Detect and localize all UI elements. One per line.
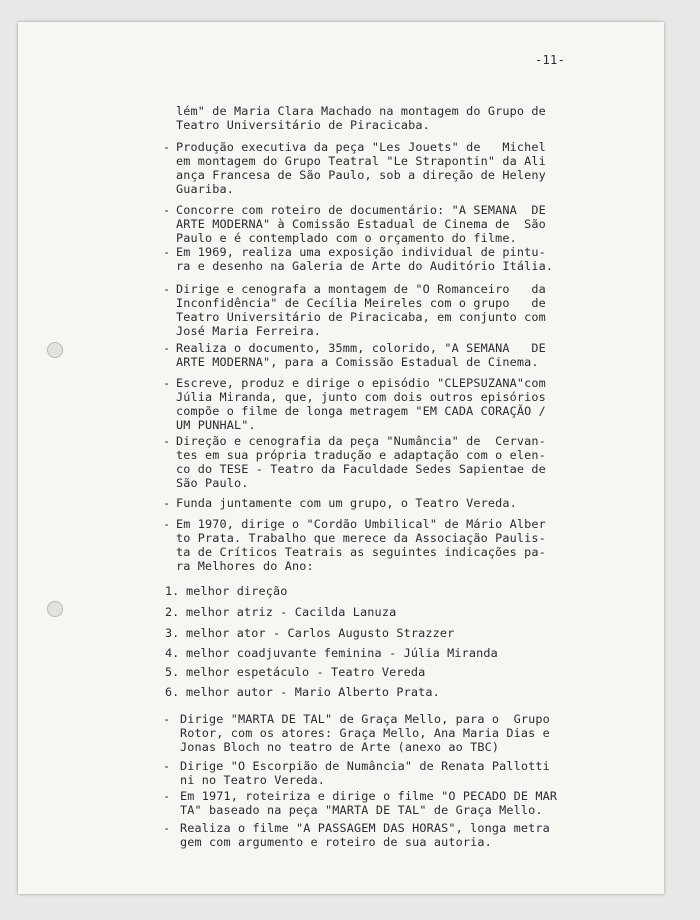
list-number: 1. [165, 584, 180, 598]
text-line: Em 1970, dirige o "Cordão Umbilical" de Mário Alber [176, 517, 546, 531]
text-line: gem com argumento e roteiro de sua autoria. [180, 835, 492, 849]
list-number: 3. [165, 626, 180, 640]
list-item-text: melhor coadjuvante feminina - Júlia Miranda [186, 646, 498, 660]
text-line: São Paulo. [176, 476, 249, 490]
list-item-text: melhor autor - Mario Alberto Prata. [186, 685, 440, 699]
text-line: lém" de Maria Clara Machado na montagem do Grupo de [176, 104, 546, 118]
bullet-dash: - [163, 282, 171, 296]
list-item-text: melhor ator - Carlos Augusto Strazzer [186, 626, 455, 640]
bullet-dash: - [163, 712, 171, 726]
text-line: em montagem do Grupo Teatral "Le Strapontin" da Ali [176, 154, 546, 168]
list-item-text: melhor espetáculo - Teatro Vereda [186, 665, 426, 679]
text-line: ra Melhores do Ano: [176, 559, 314, 573]
text-line: Realiza o documento, 35mm, colorido, "A SEMANA DE [176, 341, 546, 355]
list-item-text: melhor atriz - Cacilda Lanuza [186, 605, 397, 619]
text-line: co do TESE - Teatro da Faculdade Sedes Sapientae de [176, 462, 546, 476]
text-line: Funda juntamente com um grupo, o Teatro Vereda. [176, 496, 517, 510]
bullet-dash: - [163, 789, 171, 803]
text-line: ni no Teatro Vereda. [180, 773, 326, 787]
text-line: Direção e cenografia da peça "Numância" de Cervan- [176, 434, 546, 448]
text-line: Júlia Miranda, que, junto com dois outros episórios [176, 390, 546, 404]
text-line: Teatro Universitário de Piracicaba. [176, 118, 430, 132]
list-number: 6. [165, 685, 180, 699]
punch-hole [47, 601, 63, 617]
text-line: Em 1971, roteiriza e dirige o filme "O PECADO DE MAR [180, 789, 558, 803]
bullet-dash: - [163, 245, 171, 259]
bullet-dash: - [163, 341, 171, 355]
list-item-text: melhor direção [186, 584, 288, 598]
bullet-dash: - [163, 517, 171, 531]
text-line: ra e desenho na Galeria de Arte do Auditório Itália. [176, 259, 554, 273]
text-line: Dirige "MARTA DE TAL" de Graça Mello, para o Grupo [180, 712, 550, 726]
bullet-dash: - [163, 434, 171, 448]
punch-hole [47, 342, 63, 358]
text-line: tes em sua própria tradução e adaptação com o elen- [176, 448, 546, 462]
text-line: Inconfidência" de Cecília Meireles com o grupo de [176, 296, 546, 310]
text-line: Paulo e é contemplado com o orçamento do filme. [176, 231, 517, 245]
bullet-dash: - [163, 376, 171, 390]
text-line: José Maria Ferreira. [176, 324, 322, 338]
text-line: ta de Críticos Teatrais as seguintes indicações pa- [176, 545, 546, 559]
text-line: Dirige e cenografa a montagem de "O Romanceiro da [176, 282, 546, 296]
text-line: ARTE MODERNA" à Comissão Estadual de Cinema de São [176, 217, 546, 231]
text-line: Em 1969, realiza uma exposição individual de pintu- [176, 245, 546, 259]
text-line: Teatro Universitário de Piracicaba, em conjunto com [176, 310, 546, 324]
text-line: TA" baseado na peça "MARTA DE TAL" de Graça Mello. [180, 803, 543, 817]
text-line: compõe o filme de longa metragem "EM CADA CORAÇÃO / [176, 404, 546, 418]
bullet-dash: - [163, 140, 171, 154]
bullet-dash: - [163, 203, 171, 217]
text-line: ança Francesa de São Paulo, sob a direção de Heleny [176, 168, 546, 182]
bullet-dash: - [163, 496, 171, 510]
text-line: Concorre com roteiro de documentário: "A SEMANA DE [176, 203, 546, 217]
text-line: Escreve, produz e dirige o episódio "CLEPSUZANA"com [176, 376, 546, 390]
bullet-dash: - [163, 759, 171, 773]
text-line: Rotor, com os atores: Graça Mello, Ana Maria Dias e [180, 726, 550, 740]
text-line: ARTE MODERNA", para a Comissão Estadual de Cinema. [176, 355, 539, 369]
text-line: Dirige "O Escorpião de Numância" de Renata Pallotti [180, 759, 550, 773]
text-line: Guariba. [176, 182, 235, 196]
text-line: Jonas Bloch no teatro de Arte (anexo ao TBC) [180, 740, 500, 754]
page-number: -11- [535, 53, 566, 67]
text-line: to Prata. Trabalho que merece da Associação Paulis- [176, 531, 546, 545]
text-line: UM PUNHAL". [176, 418, 256, 432]
list-number: 5. [165, 665, 180, 679]
bullet-dash: - [163, 821, 171, 835]
text-line: Realiza o filme "A PASSAGEM DAS HORAS", longa metra [180, 821, 550, 835]
list-number: 4. [165, 646, 180, 660]
list-number: 2. [165, 605, 180, 619]
text-line: Produção executiva da peça "Les Jouets" de Michel [176, 140, 546, 154]
